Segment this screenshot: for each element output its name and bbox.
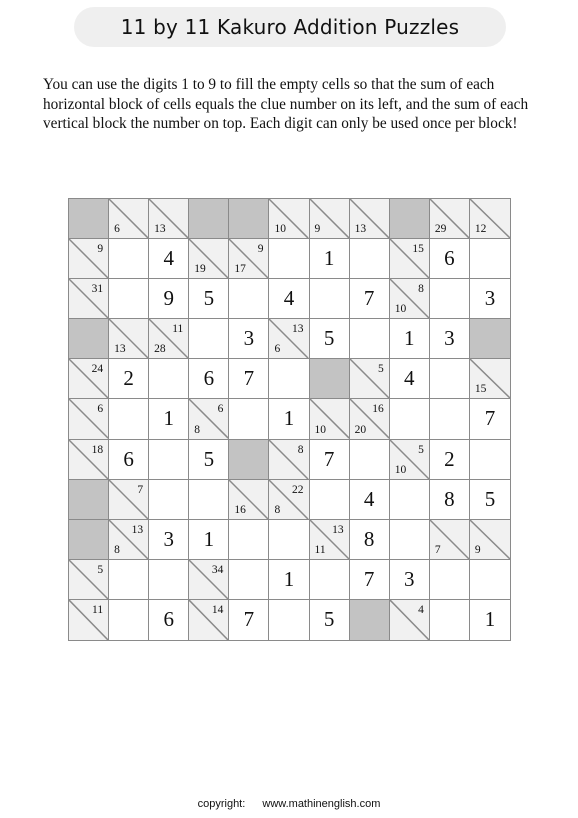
clue-cell	[269, 319, 309, 359]
given-digit: 5	[203, 286, 215, 311]
across-clue: 9	[257, 243, 264, 256]
answer-cell[interactable]	[350, 440, 390, 480]
across-clue: 24	[91, 363, 104, 376]
answer-cell[interactable]	[149, 480, 189, 520]
answer-cell[interactable]	[310, 239, 350, 279]
clue-cell	[69, 600, 109, 640]
answer-cell[interactable]	[269, 239, 309, 279]
given-digit: 7	[243, 607, 255, 632]
blocked-cell	[69, 319, 109, 359]
given-digit: 1	[484, 607, 496, 632]
across-clue: 14	[211, 603, 224, 616]
clue-cell	[229, 239, 269, 279]
given-digit: 3	[163, 526, 174, 551]
given-digit: 5	[203, 446, 215, 471]
clue-cell	[69, 399, 109, 439]
clue-cell	[470, 199, 510, 239]
given-digit: 4	[363, 486, 375, 511]
down-clue: 13	[354, 223, 367, 236]
blocked-cell	[69, 520, 109, 560]
answer-cell[interactable]	[269, 399, 309, 439]
clue-cell	[109, 199, 149, 239]
answer-cell[interactable]	[149, 239, 189, 279]
answer-cell[interactable]	[470, 480, 510, 520]
down-clue: 10	[394, 303, 407, 316]
down-clue: 8	[114, 543, 120, 556]
blocked-cell	[69, 480, 109, 520]
down-clue: 7	[434, 543, 441, 556]
given-digit: 2	[123, 366, 134, 391]
copyright-label: copyright:	[197, 798, 246, 810]
answer-cell[interactable]	[350, 560, 390, 600]
clue-cell	[390, 440, 430, 480]
given-digit: 4	[404, 366, 415, 391]
across-clue: 13	[332, 523, 344, 536]
given-digit: 7	[363, 566, 375, 591]
answer-cell[interactable]	[269, 600, 309, 640]
given-digit: 7	[323, 446, 335, 471]
given-digit: 1	[404, 326, 415, 351]
answer-cell[interactable]	[109, 399, 149, 439]
website-link[interactable]: www.mathinenglish.com	[262, 798, 381, 810]
answer-cell[interactable]	[229, 560, 269, 600]
down-clue: 16	[234, 503, 246, 516]
answer-cell[interactable]	[229, 359, 269, 399]
given-digit: 4	[163, 246, 174, 271]
clue-cell	[189, 239, 229, 279]
given-digit: 6	[163, 607, 174, 632]
down-clue: 12	[474, 223, 487, 236]
clue-cell	[390, 600, 430, 640]
answer-cell[interactable]	[229, 399, 269, 439]
across-clue: 13	[292, 323, 304, 336]
across-clue: 11	[172, 323, 184, 336]
given-digit: 3	[484, 286, 496, 311]
across-clue: 31	[91, 283, 104, 296]
answer-cell[interactable]	[149, 520, 189, 560]
clue-cell	[269, 199, 309, 239]
answer-cell[interactable]	[310, 480, 350, 520]
answer-cell[interactable]	[390, 319, 430, 359]
answer-cell[interactable]	[109, 239, 149, 279]
answer-cell[interactable]	[189, 440, 229, 480]
given-digit: 1	[163, 406, 174, 431]
clue-cell	[350, 399, 390, 439]
blocked-cell	[470, 319, 510, 359]
answer-cell[interactable]	[430, 239, 470, 279]
clue-cell	[109, 480, 149, 520]
answer-cell[interactable]	[149, 279, 189, 319]
clue-cell	[269, 440, 309, 480]
across-clue: 6	[97, 403, 104, 416]
given-digit: 7	[243, 366, 255, 391]
answer-cell[interactable]	[189, 319, 229, 359]
clue-cell	[430, 520, 470, 560]
answer-cell[interactable]	[229, 279, 269, 319]
across-clue: 13	[131, 523, 144, 536]
answer-cell[interactable]	[229, 600, 269, 640]
answer-cell[interactable]	[269, 279, 309, 319]
answer-cell[interactable]	[310, 279, 350, 319]
clue-cell	[189, 560, 229, 600]
blocked-cell	[69, 199, 109, 239]
down-clue: 6	[274, 343, 281, 356]
across-clue: 6	[217, 403, 224, 416]
answer-cell[interactable]	[470, 239, 510, 279]
clue-cell	[390, 239, 430, 279]
given-digit: 5	[323, 326, 335, 351]
page-title: 11 by 11 Kakuro Addition Puzzles	[120, 15, 460, 39]
answer-cell[interactable]	[109, 440, 149, 480]
down-clue: 19	[194, 263, 206, 276]
across-clue: 4	[418, 603, 424, 616]
down-clue: 13	[154, 223, 166, 236]
blocked-cell	[189, 199, 229, 239]
answer-cell[interactable]	[310, 319, 350, 359]
clue-cell	[269, 480, 309, 520]
given-digit: 3	[444, 326, 455, 351]
answer-cell[interactable]	[310, 560, 350, 600]
given-digit: 7	[363, 286, 375, 311]
across-clue: 8	[418, 283, 424, 296]
answer-cell[interactable]	[430, 359, 470, 399]
clue-cell	[229, 480, 269, 520]
clue-cell	[470, 520, 510, 560]
clue-cell	[350, 199, 390, 239]
footer	[0, 798, 578, 810]
answer-cell[interactable]	[350, 239, 390, 279]
down-clue: 9	[474, 543, 481, 556]
blocked-cell	[310, 359, 350, 399]
clue-cell	[310, 399, 350, 439]
given-digit: 1	[203, 526, 215, 551]
answer-cell[interactable]	[229, 520, 269, 560]
clue-cell	[69, 239, 109, 279]
clue-cell	[69, 359, 109, 399]
answer-cell[interactable]	[350, 319, 390, 359]
answer-cell[interactable]	[390, 399, 430, 439]
across-clue: 5	[97, 563, 104, 576]
answer-cell[interactable]	[149, 440, 189, 480]
answer-cell[interactable]	[149, 359, 189, 399]
answer-cell[interactable]	[430, 440, 470, 480]
clue-cell	[69, 440, 109, 480]
down-clue: 9	[314, 223, 321, 236]
given-digit: 5	[484, 486, 496, 511]
instructions-text: You can use the digits 1 to 9 to fill the empty cells so that the sum of each horizontal block of cells equals the clue number on its left, and the sum of each vertical block the number on top. Each digit can only be used once per block!	[43, 76, 529, 132]
down-clue: 8	[274, 503, 281, 516]
across-clue: 8	[297, 443, 304, 456]
blocked-cell	[390, 199, 430, 239]
down-clue: 6	[114, 223, 120, 236]
down-clue: 29	[434, 223, 447, 236]
clue-cell	[470, 359, 510, 399]
answer-cell[interactable]	[350, 520, 390, 560]
down-clue: 11	[314, 543, 326, 556]
answer-cell[interactable]	[149, 560, 189, 600]
answer-cell[interactable]	[390, 520, 430, 560]
across-clue: 18	[91, 443, 104, 456]
given-digit: 3	[243, 326, 255, 351]
given-digit: 7	[484, 406, 496, 431]
answer-cell[interactable]	[470, 600, 510, 640]
blocked-cell	[350, 600, 390, 640]
given-digit: 6	[123, 446, 134, 471]
answer-cell[interactable]	[430, 399, 470, 439]
down-clue: 20	[354, 423, 367, 436]
down-clue: 10	[314, 423, 327, 436]
clue-cell	[69, 560, 109, 600]
answer-cell[interactable]	[109, 560, 149, 600]
given-digit: 6	[444, 246, 455, 271]
answer-cell[interactable]	[430, 560, 470, 600]
given-digit: 8	[444, 486, 455, 511]
answer-cell[interactable]	[229, 319, 269, 359]
answer-cell[interactable]	[189, 279, 229, 319]
answer-cell[interactable]	[430, 279, 470, 319]
given-digit: 1	[283, 406, 295, 431]
kakuro-grid	[68, 198, 511, 641]
clue-cell	[149, 199, 189, 239]
answer-cell[interactable]	[470, 560, 510, 600]
clue-cell	[189, 600, 229, 640]
blocked-cell	[229, 199, 269, 239]
clue-cell	[69, 279, 109, 319]
given-digit: 8	[363, 526, 375, 551]
clue-cell	[109, 520, 149, 560]
given-digit: 1	[283, 566, 295, 591]
answer-cell[interactable]	[189, 520, 229, 560]
clue-cell	[310, 520, 350, 560]
answer-cell[interactable]	[269, 359, 309, 399]
down-clue: 13	[114, 343, 126, 356]
across-clue: 9	[97, 243, 104, 256]
answer-cell[interactable]	[470, 440, 510, 480]
answer-cell[interactable]	[430, 600, 470, 640]
answer-cell[interactable]	[390, 480, 430, 520]
across-clue: 7	[137, 483, 144, 496]
across-clue: 22	[292, 483, 304, 496]
answer-cell[interactable]	[109, 279, 149, 319]
down-clue: 15	[474, 383, 487, 396]
title-banner	[74, 7, 506, 47]
across-clue: 11	[92, 603, 104, 616]
answer-cell[interactable]	[269, 520, 309, 560]
down-clue: 10	[394, 463, 407, 476]
clue-cell	[109, 319, 149, 359]
clue-cell	[149, 319, 189, 359]
answer-cell[interactable]	[109, 359, 149, 399]
given-digit: 1	[323, 246, 335, 271]
across-clue: 5	[418, 443, 424, 456]
given-digit: 2	[444, 446, 455, 471]
clue-cell	[310, 199, 350, 239]
answer-cell[interactable]	[470, 399, 510, 439]
given-digit: 9	[163, 286, 174, 311]
answer-cell[interactable]	[350, 279, 390, 319]
given-digit: 3	[404, 566, 415, 591]
down-clue: 10	[274, 223, 286, 236]
answer-cell[interactable]	[390, 359, 430, 399]
down-clue: 8	[194, 423, 201, 436]
across-clue: 16	[372, 403, 384, 416]
clue-cell	[350, 359, 390, 399]
answer-cell[interactable]	[189, 480, 229, 520]
answer-cell[interactable]	[149, 399, 189, 439]
clue-cell	[390, 279, 430, 319]
across-clue: 5	[377, 363, 384, 376]
answer-cell[interactable]	[149, 600, 189, 640]
across-clue: 15	[412, 243, 424, 256]
given-digit: 6	[203, 366, 215, 391]
answer-cell[interactable]	[430, 319, 470, 359]
given-digit: 4	[283, 286, 295, 311]
answer-cell[interactable]	[390, 560, 430, 600]
answer-cell[interactable]	[430, 480, 470, 520]
answer-cell[interactable]	[310, 440, 350, 480]
answer-cell[interactable]	[350, 480, 390, 520]
answer-cell[interactable]	[269, 560, 309, 600]
blocked-cell	[229, 440, 269, 480]
clue-cell	[189, 399, 229, 439]
across-clue: 34	[211, 563, 224, 576]
down-clue: 17	[234, 263, 246, 276]
answer-cell[interactable]	[189, 359, 229, 399]
answer-cell[interactable]	[470, 279, 510, 319]
given-digit: 5	[323, 607, 335, 632]
answer-cell[interactable]	[109, 600, 149, 640]
clue-cell	[430, 199, 470, 239]
answer-cell[interactable]	[310, 600, 350, 640]
down-clue: 28	[154, 343, 166, 356]
